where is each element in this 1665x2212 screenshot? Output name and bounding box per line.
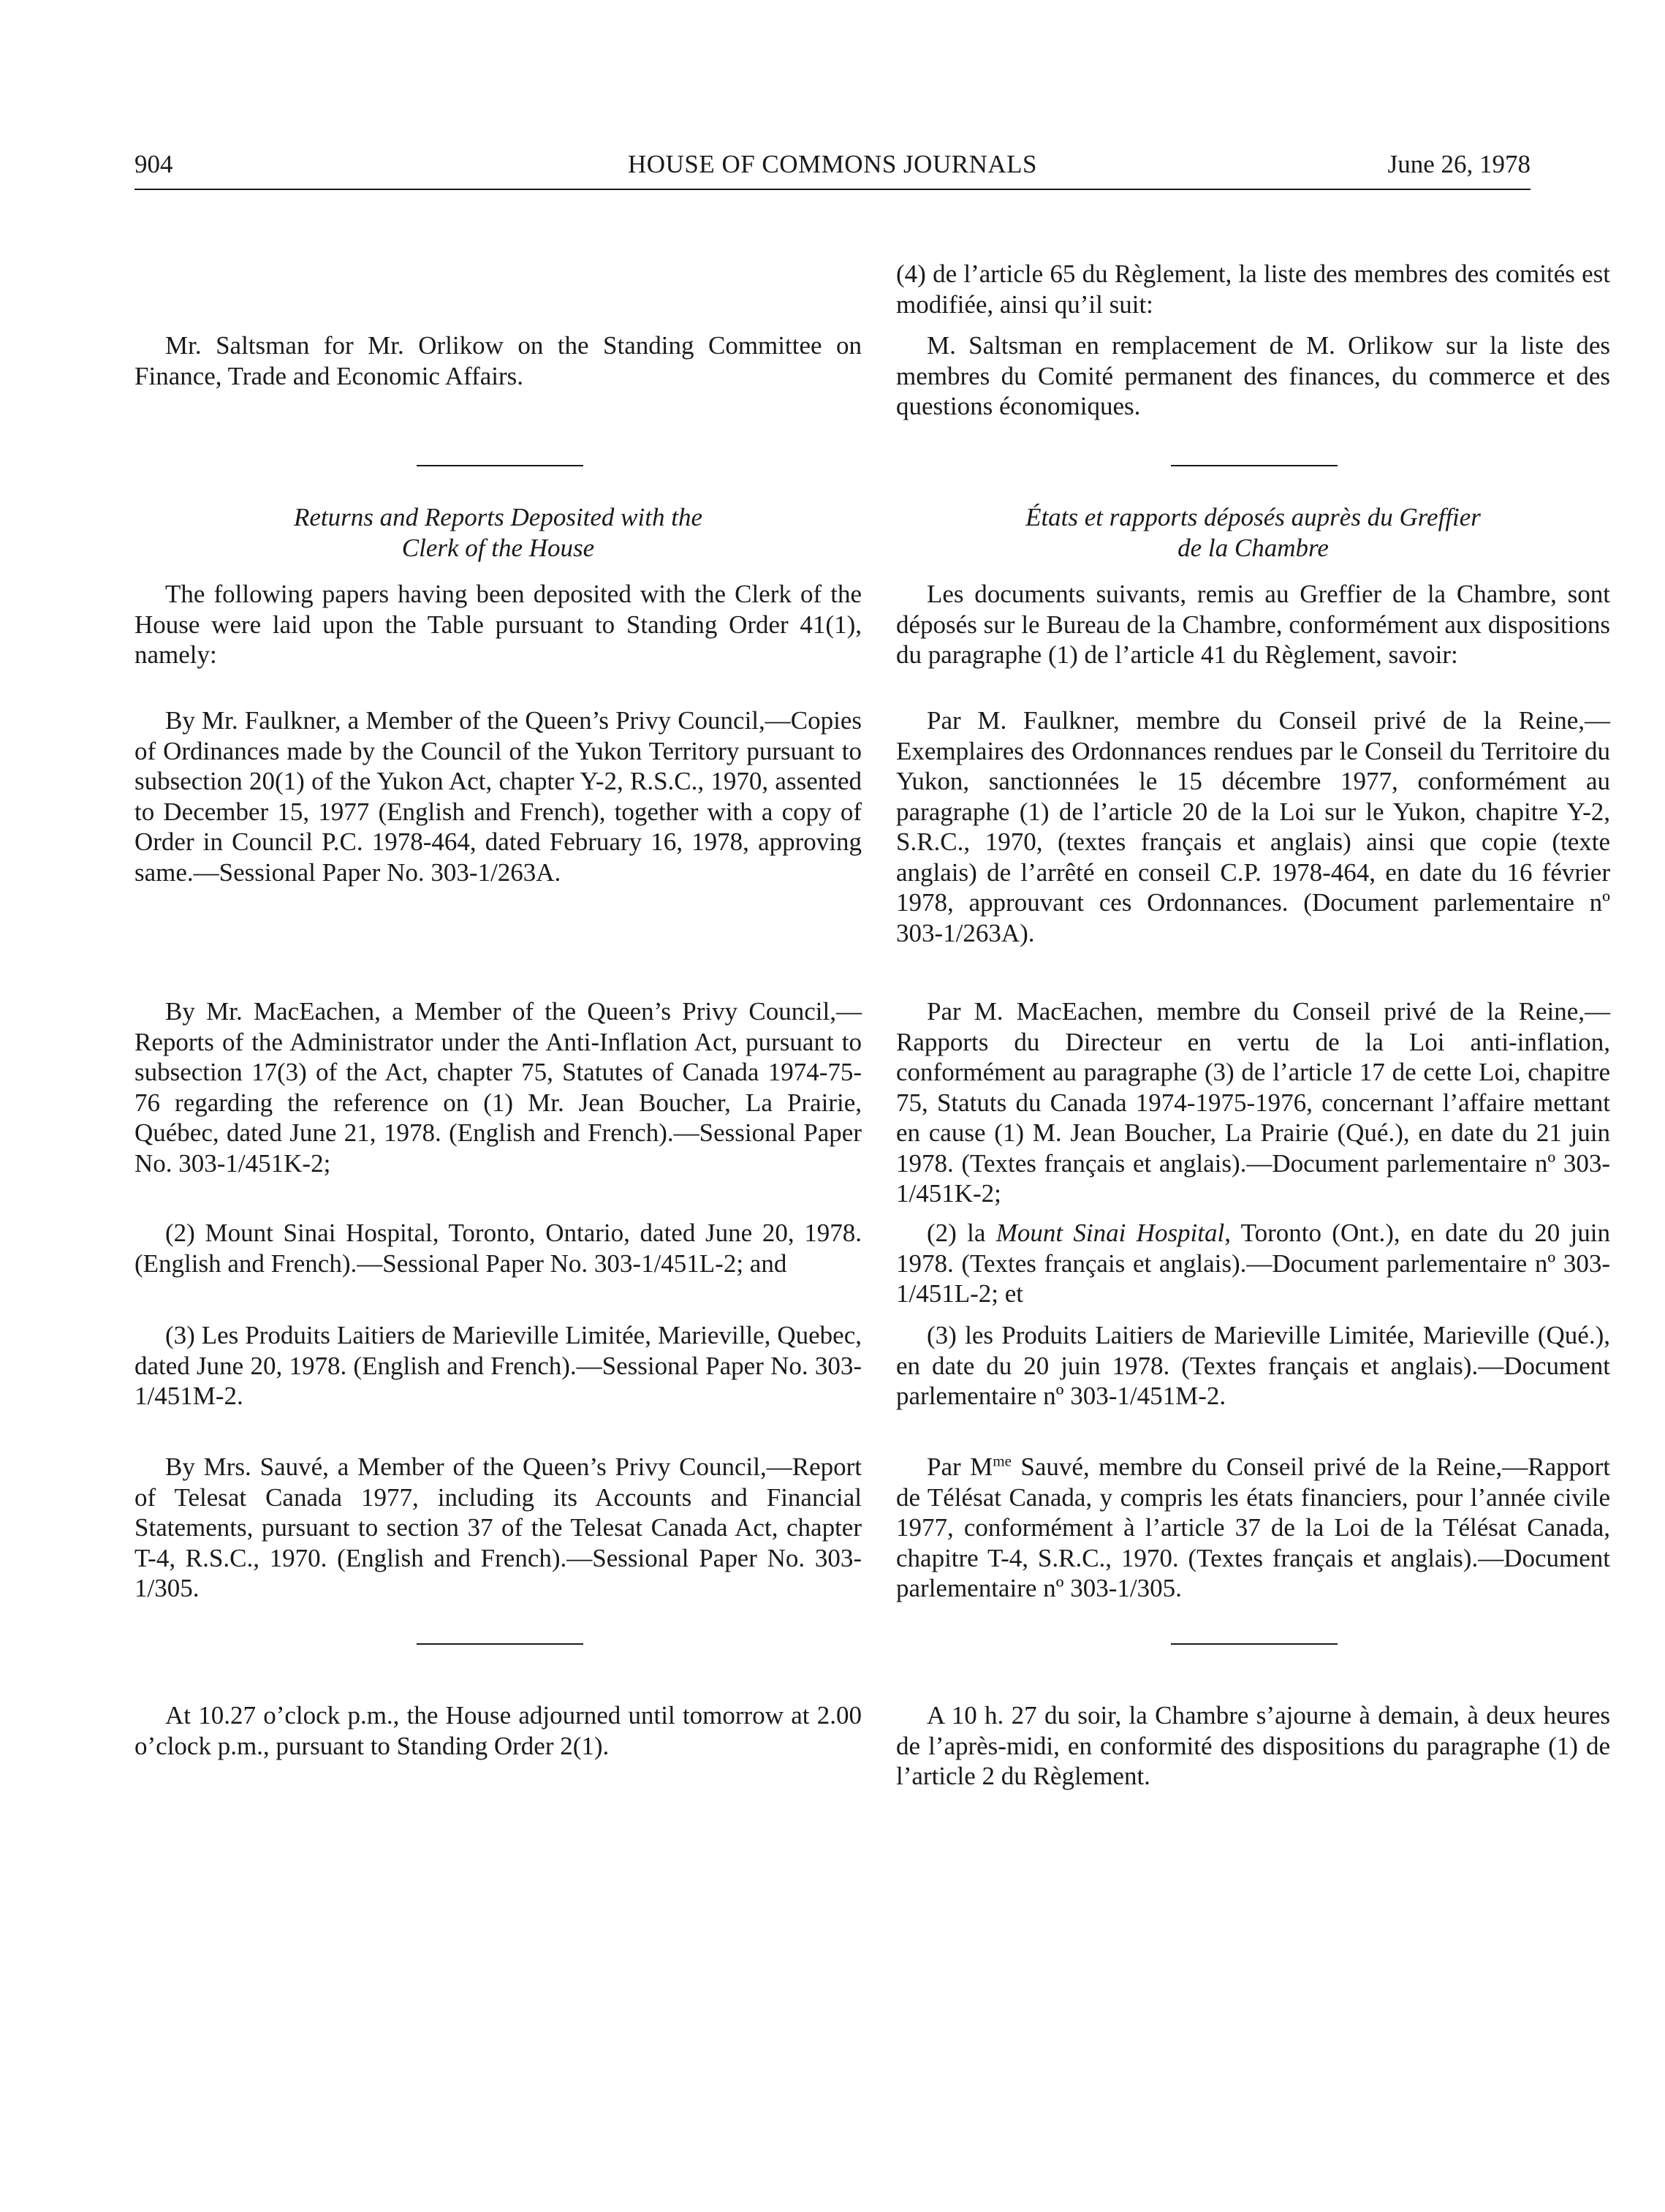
right-closing-rule (1171, 1643, 1338, 1645)
left-saltsman: Mr. Saltsman for Mr. Orlikow on the Standing Committee on Finance, Trade and Economic Affairs. (134, 331, 862, 390)
left-adjourn: At 10.27 o’clock p.m., the House adjourned until tomorrow at 2.00 o’clock p.m., pursuant to Standing Order 2(1). (134, 1701, 862, 1760)
journal-title: HOUSE OF COMMONS JOURNALS (628, 150, 1037, 178)
left-laitiers: (3) Les Produits Laitiers de Marieville Limitée, Marieville, Quebec, dated June 20, 1978. (English and French).—Sessional Paper No. 303-1/451M-2. (134, 1321, 862, 1410)
left-heading-line-1: Returns and Reports Deposited with the (294, 503, 702, 531)
right-sinai-italic: Mount Sinai Hospital (995, 1219, 1225, 1247)
page-number: 904 (134, 150, 173, 178)
left-section-heading (134, 502, 862, 563)
right-sinai-rest: , Toronto (Ont.), en date du 20 juin 1978. (Textes français et anglais).—Document parlementaire nº 303-1/451L-2; et (896, 1219, 1610, 1308)
right-deposit: Les documents suivants, remis au Greffier de la Chambre, sont déposés sur le Bureau de la Chambre, conformément aux dispositions du paragraphe (1) de l’article 41 du Règlement, savoir: (896, 580, 1610, 669)
right-heading-line-1: États et rapports déposés auprès du Greffier (1025, 503, 1481, 531)
right-sauve-prefix: Par M (927, 1452, 993, 1481)
left-faulkner: By Mr. Faulkner, a Member of the Queen’s Privy Council,—Copies of Ordinances made by the Council of the Yukon Territory pursuant to subsection 20(1) of the Yukon Act, chapter Y-2, R.S.C., 1970, assented to December 15, 1977 (English and French), together with a copy of Order in Council P.C. 1978-464, dated February 16, 1978, approving same.—Sessional Paper No. 303-1/263A. (134, 706, 862, 887)
right-intro: (4) de l’article 65 du Règlement, la liste des membres des comités est modifiée, ainsi qu’il suit: (896, 260, 1610, 319)
right-adjourn: A 10 h. 27 du soir, la Chambre s’ajourne à demain, à deux heures de l’après-midi, en conformité des dispositions du paragraphe (1) de l’article 2 du Règlement. (896, 1701, 1610, 1790)
right-section-rule (1171, 465, 1338, 466)
left-deposit: The following papers having been deposited with the Clerk of the House were laid upon the Table pursuant to Standing Order 41(1), namely: (134, 580, 862, 669)
left-closing-rule (417, 1643, 583, 1645)
left-section-rule (417, 465, 583, 466)
right-sauve (896, 1452, 1610, 1604)
right-sinai (896, 1218, 1610, 1309)
running-header (134, 150, 1531, 189)
right-sauve-sup: me (993, 1452, 1012, 1470)
left-heading-line-2: Clerk of the House (401, 533, 595, 562)
right-faulkner: Par M. Faulkner, membre du Conseil privé de la Reine,—Exemplaires des Ordonnances rendues par le Conseil du Territoire du Yukon, sanctionnées le 15 décembre 1977, conformément au paragraphe (1) de l’article 20 de la Loi sur le Yukon, chapitre Y-2, S.R.C., 1970, (textes français et anglais) ainsi que copie (texte anglais) de l’arrêté en conseil C.P. 1978-464, en date du 16 février 1978, approuvant ces Ordonnances. (Document parlementaire nº 303-1/263A). (896, 706, 1610, 947)
left-maceachen: By Mr. MacEachen, a Member of the Queen’s Privy Council,—Reports of the Administrator under the Anti-Inflation Act, pursuant to subsection 17(3) of the Act, chapter 75, Statutes of Canada 1974-75-76 regarding the reference on (1) Mr. Jean Boucher, La Prairie, Québec, dated June 21, 1978. (English and French).—Sessional Paper No. 303-1/451K-2; (134, 997, 862, 1178)
right-maceachen: Par M. MacEachen, membre du Conseil privé de la Reine,—Rapports du Directeur en vertu de la Loi anti-inflation, conformément au paragraphe (3) de l’article 17 de cette Loi, chapitre 75, Statuts du Canada 1974-1975-1976, concernant l’affaire mettant en cause (1) M. Jean Boucher, La Prairie (Qué.), en date du 21 juin 1978. (Textes français et anglais).—Document parlementaire nº 303-1/451K-2; (896, 997, 1610, 1208)
left-sauve: By Mrs. Sauvé, a Member of the Queen’s Privy Council,—Report of Telesat Canada 1977, including its Accounts and Financial Statements, pursuant to section 37 of the Telesat Canada Act, chapter T-4, R.S.C., 1970. (English and French).—Sessional Paper No. 303-1/305. (134, 1452, 862, 1602)
left-sinai: (2) Mount Sinai Hospital, Toronto, Ontario, dated June 20, 1978. (English and French).—Sessional Paper No. 303-1/451L-2; and (134, 1219, 862, 1278)
right-sinai-prefix: (2) la (927, 1219, 996, 1247)
right-sauve-rest: Sauvé, membre du Conseil privé de la Reine,—Rapport de Télésat Canada, y compris les états financiers, pour l’année civile 1977, conformément à l’article 37 de la Loi de la Télésat Canada, chapitre T-4, S.R.C., 1970. (Textes français et anglais).—Document parlementaire nº 303-1/305. (896, 1452, 1611, 1602)
right-saltsman: M. Saltsman en remplacement de M. Orlikow sur la liste des membres du Comité permanent des finances, du commerce et des questions économiques. (896, 331, 1610, 420)
right-section-heading (896, 502, 1610, 563)
header-date: June 26, 1978 (1387, 150, 1531, 178)
right-laitiers: (3) les Produits Laitiers de Marieville Limitée, Marieville (Qué.), en date du 20 juin 1978. (Textes français et anglais).—Document parlementaire nº 303-1/451M-2. (896, 1321, 1610, 1410)
header-rule (134, 189, 1531, 190)
right-heading-line-2: de la Chambre (1177, 533, 1329, 562)
